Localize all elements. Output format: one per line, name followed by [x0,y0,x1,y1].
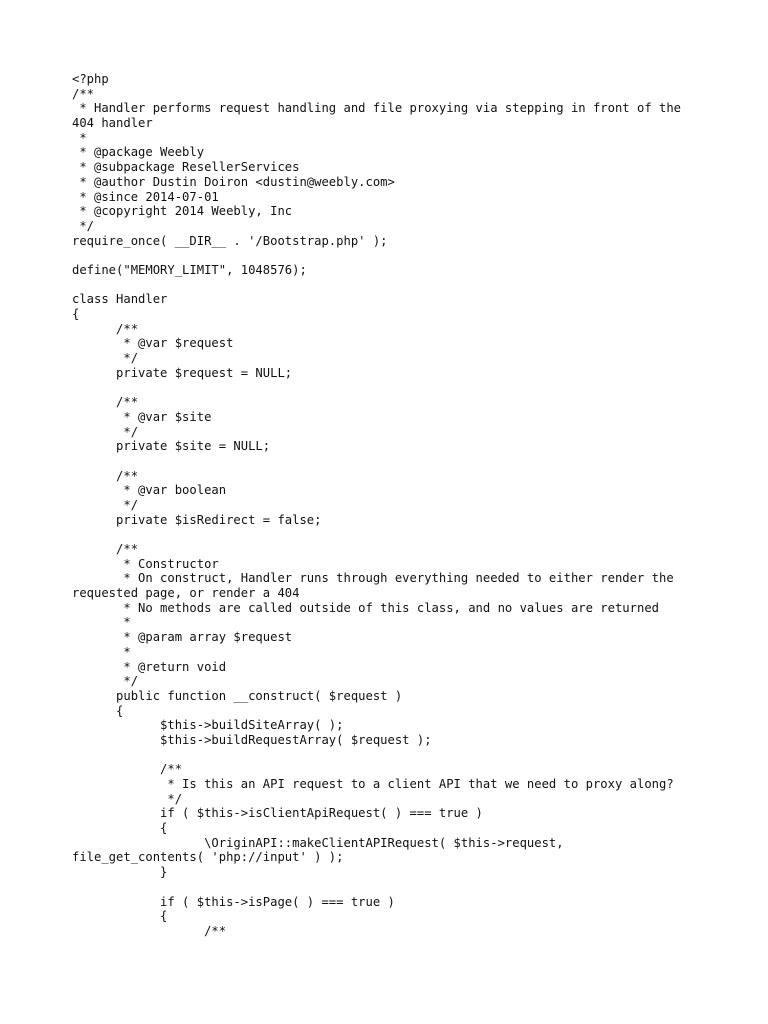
code-line [72,454,712,469]
code-line: * Handler performs request handling and file proxying via stepping in front of the [72,101,682,116]
code-line: /** [72,86,95,101]
source-code-listing [72,72,712,939]
code-line: * @copyright 2014 Weebly, Inc [72,204,293,219]
code-line: private $isRedirect = false; [72,512,322,527]
code-line: if ( $this->isPage( ) === true ) [72,894,395,909]
code-line: * [72,615,131,630]
code-line: class Handler [72,292,168,307]
code-line: /** [72,762,183,777]
code-line [72,278,712,293]
code-line: * Constructor [72,556,219,571]
code-line: { [72,821,168,836]
code-line: /** [72,468,139,483]
code-line: * @author Dustin Doiron <dustin@weebly.com> [72,174,395,189]
code-line: * @package Weebly [72,145,205,160]
code-line: * @var $site [72,409,212,424]
code-line: * @subpackage ResellerServices [72,160,300,175]
code-line: private $site = NULL; [72,439,271,454]
code-line: * @var boolean [72,483,227,498]
code-line: \OriginAPI::makeClientAPIRequest( $this->request, [72,835,564,850]
code-line: { [72,307,80,321]
code-line: * Is this an API request to a client API that we need to proxy along? [72,777,674,791]
code-line: */ [72,424,139,439]
code-line: /** [72,321,139,336]
code-line: define("MEMORY_LIMIT", 1048576); [72,262,307,277]
code-line: * [72,644,131,659]
code-line: * @param array $request [72,630,293,645]
code-line: } [72,865,168,880]
code-line: private $request = NULL; [72,365,293,380]
code-line: * @var $request [72,336,234,351]
code-line: /** [72,542,139,556]
code-line: * No methods are called outside of this class, and no values are returned [72,600,659,615]
code-line: file_get_contents( 'php://input' ) ); [72,850,344,865]
code-line: 404 handler [72,116,153,131]
code-line: * [72,130,87,145]
code-line: */ [72,218,95,233]
code-line: */ [72,351,139,366]
code-line: /** [72,395,139,410]
code-line: * @return void [72,659,227,674]
code-line [72,380,712,395]
code-line [72,880,712,895]
code-line: */ [72,674,139,689]
code-line: <?php [72,72,109,86]
code-line: require_once( __DIR__ . '/Bootstrap.php' ); [72,233,388,248]
code-line [72,248,712,263]
code-line: * On construct, Handler runs through everything needed to either render the [72,571,674,586]
code-line [72,527,712,542]
code-line: */ [72,791,183,806]
code-line: /** [72,923,227,938]
code-line: if ( $this->isClientApiRequest( ) === true ) [72,806,483,821]
code-line [72,748,712,763]
code-line: */ [72,497,139,512]
code-line: { [72,703,124,718]
code-line: * @since 2014-07-01 [72,189,219,204]
code-line: { [72,909,168,924]
code-line: $this->buildRequestArray( $request ); [72,732,432,747]
code-line: requested page, or render a 404 [72,586,300,601]
code-line: public function __construct( $request ) [72,688,403,703]
code-line: $this->buildSiteArray( ); [72,718,344,733]
